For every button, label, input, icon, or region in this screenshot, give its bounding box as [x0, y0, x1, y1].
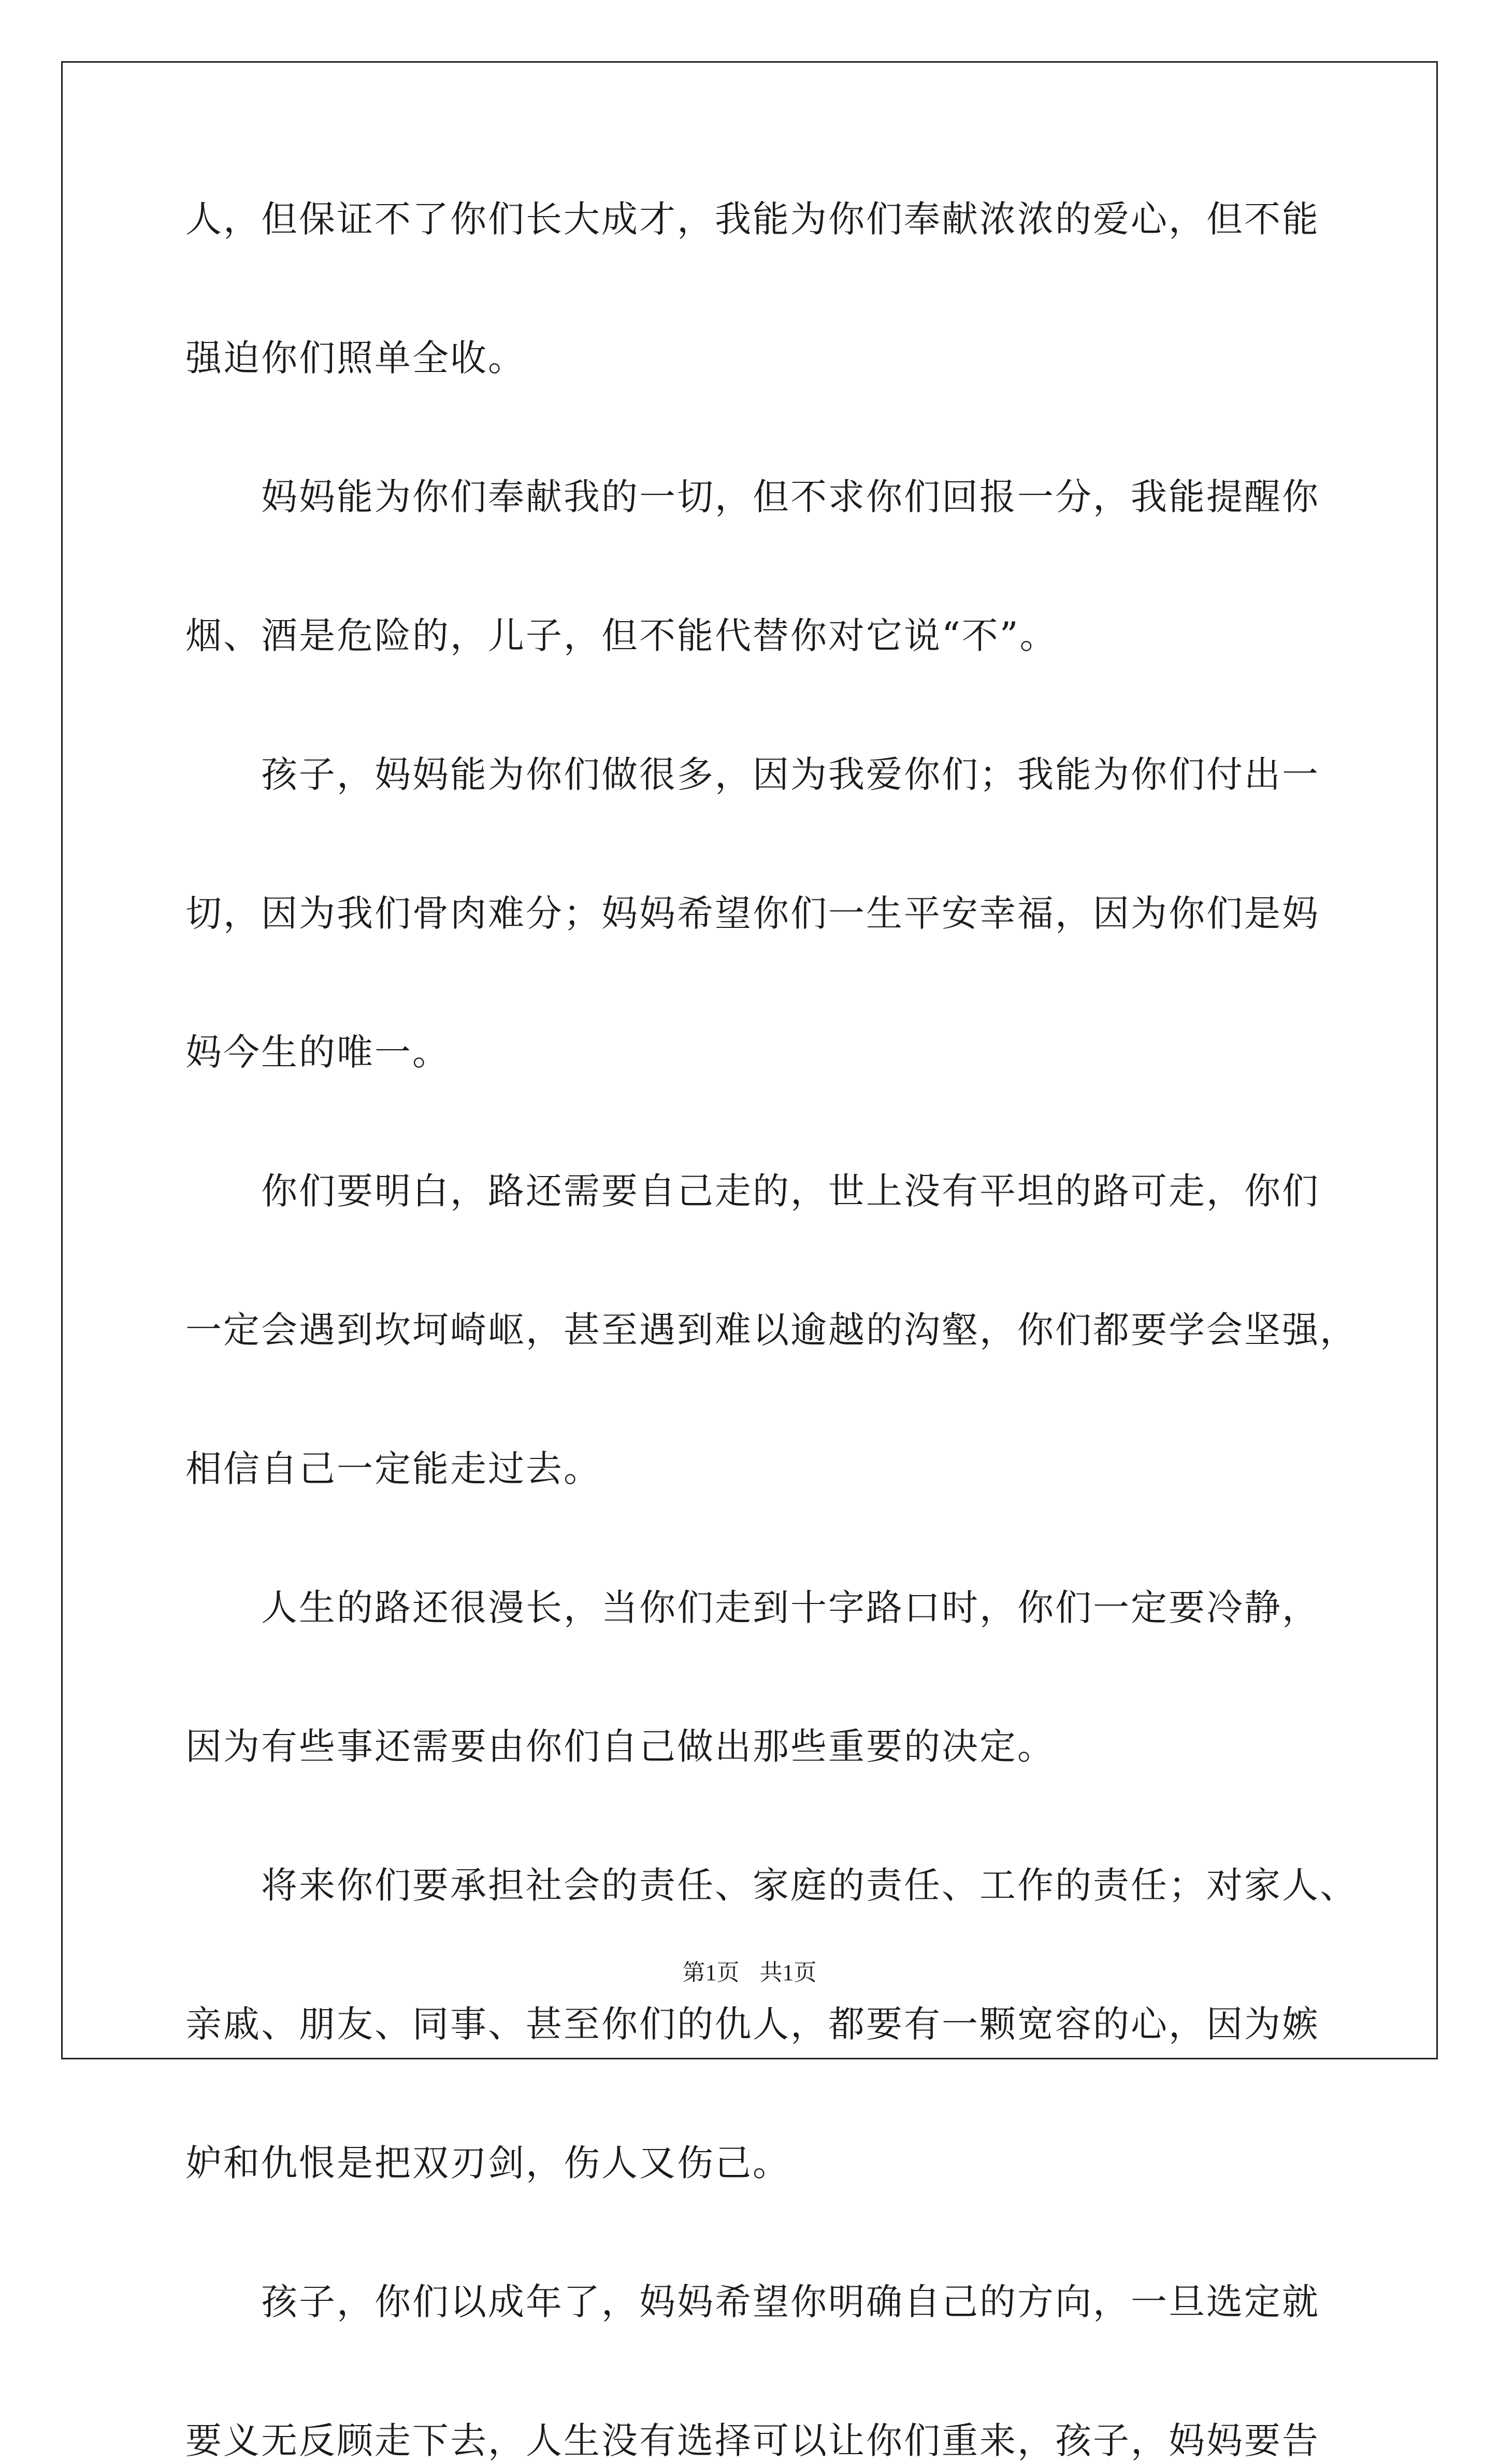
text-line: 相信自己一定能走过去。: [185, 1448, 601, 1490]
paragraph: [185, 2279, 1351, 2464]
text-line: 人，但保证不了你们长大成才，我能为你们奉献浓浓的爱心，但不能: [185, 198, 1320, 240]
text-line: 要义无反顾走下去，人生没有选择可以让你们重来，孩子，妈妈要告: [185, 2419, 1320, 2462]
text-line: 孩子，你们以成年了，妈妈希望你明确自己的方向，一旦选定就: [185, 2281, 1320, 2323]
text-line: 妒和仇恨是把双刃剑，伤人又伤己。: [185, 2142, 790, 2184]
paragraph: [185, 1168, 1358, 1492]
paragraph: [185, 751, 1351, 1076]
text-line: 妈妈能为你们奉献我的一切，但不求你们回报一分，我能提醒你: [185, 476, 1320, 518]
text-line: 因为有些事还需要由你们自己做出那些重要的决定。: [185, 1725, 1055, 1768]
text-line: 强迫你们照单全收。: [185, 337, 526, 379]
paragraph: [185, 474, 1351, 659]
text-line: 将来你们要承担社会的责任、家庭的责任、工作的责任；对家人、: [185, 1864, 1358, 1907]
text-line: 妈今生的唯一。: [185, 1031, 450, 1073]
page-total: 共1页: [759, 1960, 817, 1985]
paragraph: [185, 196, 1351, 381]
text-line: 烟、酒是危险的，儿子，但不能代替你对它说“不”。: [185, 614, 1058, 657]
text-line: 亲戚、朋友、同事、甚至你们的仇人，都要有一颗宽容的心，因为嫉: [185, 2003, 1320, 2045]
text-line: 孩子，妈妈能为你们做很多，因为我爱你们；我能为你们付出一: [185, 753, 1320, 796]
text-line: 一定会遇到坎坷崎岖，甚至遇到难以逾越的沟壑，你们都要学会坚强，: [185, 1309, 1358, 1351]
page-footer: [0, 1957, 1499, 1988]
paragraph: [185, 1862, 1358, 2186]
page-number: 第1页: [682, 1960, 740, 1985]
text-line: 切，因为我们骨肉难分；妈妈希望你们一生平安幸福，因为你们是妈: [185, 892, 1320, 935]
text-line: 人生的路还很漫长，当你们走到十字路口时，你们一定要冷静，: [185, 1586, 1320, 1629]
paragraph: [185, 1584, 1351, 1770]
text-line: 你们要明白，路还需要自己走的，世上没有平坦的路可走，你们: [185, 1170, 1320, 1212]
document-body: [185, 196, 1358, 2464]
